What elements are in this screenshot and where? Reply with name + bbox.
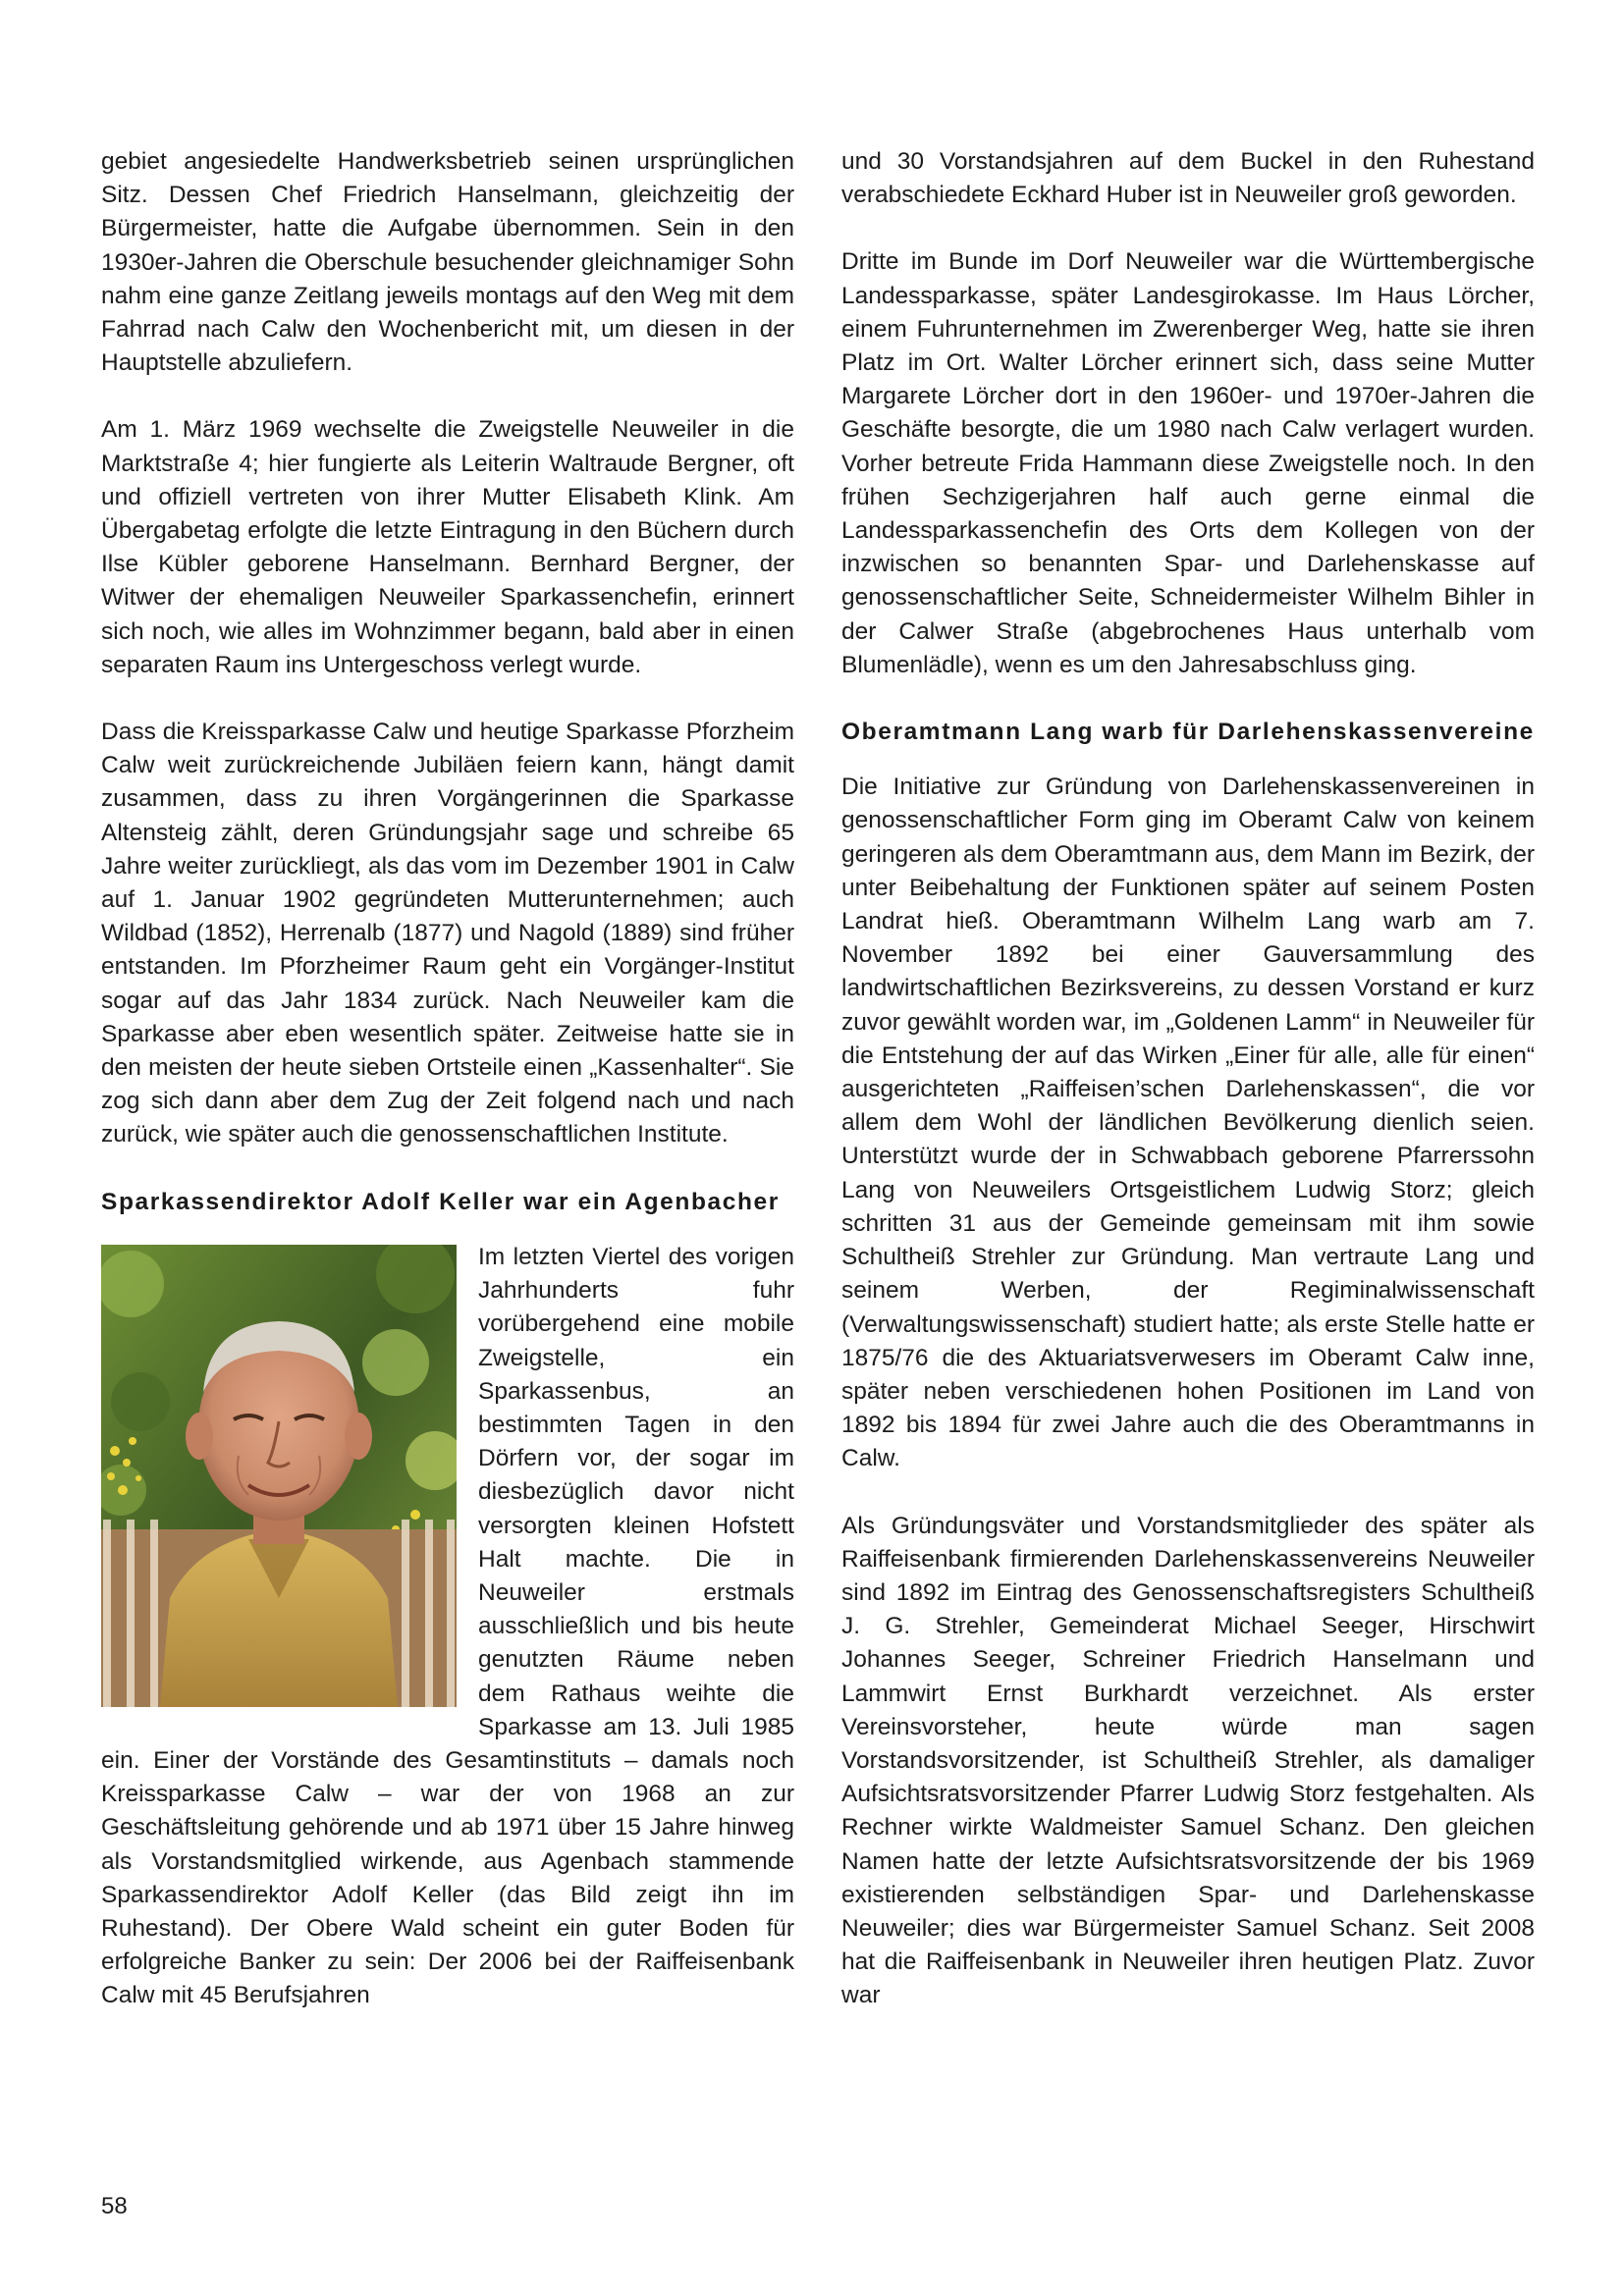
left-paragraph-4: Im letzten Viertel des vorigen Jahrhunderts fuhr vorübergehend eine mobile Zweigstelle, ein Sparkassenbus, an bestimmten Tagen in den Dörfern vor, der sogar im diesbezüglich davor nicht versorgten kleinen Hofstett Halt machte. Die in Neuweiler erstmals ausschließlich und bis heute genutzten Räume neben dem Rathaus weihte die Sparkasse am 13. Juli 1985 ein. Einer der Vorstände des Gesamtinstituts – damals noch Kreissparkasse Calw – war der von 1968 an zur Geschäftsleitung gehörende und ab 1971 über 15 Jahre hinweg als Vorstandsmitglied wirkende, aus Agenbach stammende Sparkassendirektor Adolf Keller (das Bild zeigt ihn im Ruhestand). Der Obere Wald scheint ein guter Boden für erfolgreiche Banker zu sein: Der 2006 bei der Raiffeisenbank Calw mit 45 Berufsjahren xyxy=(101,1243,794,2009)
left-column xyxy=(101,145,794,2013)
portrait-image xyxy=(101,1245,457,1707)
right-paragraph-4: Als Gründungsväter und Vorstandsmitglieder des später als Raiffeisenbank firmierenden Darlehenskassenvereins Neuweiler sind 1892 im Eintrag des Genossenschaftsregisters Schultheiß J. G. Strehler, Gemeinderat Michael Seeger, Hirschwirt Johannes Seeger, Schreiner Friedrich Hanselmann und Lammwirt Ernst Burkhardt verzeichnet. Als erster Vereinsvorsteher, heute würde man sagen Vorstandsvorsitzender, ist Schultheiß Strehler, als damaliger Aufsichtsratsvorsitzender Pfarrer Ludwig Storz festgehalten. Als Rechner wirkte Waldmeister Samuel Schanz. Den gleichen Namen hatte der letzte Aufsichtsratsvorsitzende der bis 1969 existierenden selbständigen Spar- und Darlehenskasse Neuweiler; dies war Bürgermeister Samuel Schanz. Seit 2008 hat die Raiffeisenbank in Neuweiler ihren heutigen Platz. Zuvor war xyxy=(841,1512,1535,2009)
right-paragraph-2: Dritte im Bunde im Dorf Neuweiler war die Württembergische Landessparkasse, später Landesgirokasse. Im Haus Lörcher, einem Fuhrunternehmen im Zwerenberger Weg, hatte sie ihren Platz im Ort. Walter Lörcher erinnert sich, dass seine Mutter Margarete Lörcher dort in den 1960er- und 1970er-Jahren die Geschäfte besorgte, die um 1980 nach Calw verlagert wurden. Vorher betreute Frida Hammann diese Zweigstelle noch. In den frühen Sechzigerjahren half auch gerne einmal die Landessparkassenchefin des Orts dem Kollegen von der inzwischen so benannten Spar- und Darlehenskasse auf genossenschaftlicher Seite, Schneidermeister Wilhelm Bihler in der Calwer Straße (abgebrochenes Haus unterhalb vom Blumenlädle), wenn es um den Jahresabschluss ging. xyxy=(841,248,1535,678)
left-paragraph-1: gebiet angesiedelte Handwerksbetrieb seinen ursprünglichen Sitz. Dessen Chef Friedrich Hanselmann, gleichzeitig der Bürgermeister, hatte die Aufgabe übernommen. Sein in den 1930er-Jahren die Oberschule besuchender gleichnamiger Sohn nahm eine ganze Zeitlang jeweils montags auf den Weg mit dem Fahrrad nach Calw den Wochenbericht mit, um diesen in der Hauptstelle abzuliefern. xyxy=(101,148,794,377)
right-paragraph-3: Die Initiative zur Gründung von Darlehenskassenvereinen in genossenschaftlicher Form ging im Oberamt Calw von keinem geringeren als dem Oberamtmann aus, dem Mann im Bezirk, der unter Beibehaltung der Funktionen später auf seinem Posten Landrat hieß. Oberamtmann Wilhelm Lang warb am 7. November 1892 bei einer Gauversammlung des landwirtschaftlichen Bezirksvereins, zu dessen Vorstand er kurz zuvor gewählt worden war, im „Goldenen Lamm“ in Neuweiler für die Entstehung der auf das Wirken „Einer für alle, alle für einen“ ausgerichteten „Raiffeisen’schen Darlehenskassen“, die vor allem dem Wohl der ländlichen Bevölkerung dienlich seien. Unterstützt wurde der in Schwabbach geborene Pfarrerssohn Lang von Neuweilers Ortsgeistlichem Ludwig Storz; gleich schritten 31 aus der Gemeinde gemeinsam mit ihm sowie Schultheiß Strehler zur Gründung. Man vertraute Lang und seinem Werben, der Regiminalwissenschaft (Verwaltungswissenschaft) studiert hatte; als erste Stelle hatte er 1875/76 die des Aktuariatsverwesers im Oberamt Calw inne, später neben verschiedenen hohen Positionen im Land von 1892 bis 1894 für zwei Jahre auch die des Oberamtmanns in Calw. xyxy=(841,774,1535,1472)
page-number: 58 xyxy=(101,2193,128,2219)
left-paragraph-2: Am 1. März 1969 wechselte die Zweigstelle Neuweiler in die Marktstraße 4; hier fungierte als Leiterin Waltraude Bergner, oft und offiziell vertreten von ihrer Mutter Elisabeth Klink. Am Übergabetag erfolgte die letzte Eintragung in den Büchern durch Ilse Kübler geborene Hanselmann. Bernhard Bergner, der Witwer der ehemaligen Neuweiler Sparkassenchefin, erinnert sich noch, wie alles im Wohnzimmer begann, bald aber in einen separaten Raum ins Untergeschoss verlegt wurde. xyxy=(101,416,794,678)
section-heading-keller: Sparkassendirektor Adolf Keller war ein Agenbacher xyxy=(101,1188,780,1215)
left-paragraph-3: Dass die Kreissparkasse Calw und heutige Sparkasse Pforzheim Calw weit zurückreichende Jubiläen feiern kann, hängt damit zusammen, dass zu ihren Vorgängerinnen die Sparkasse Altensteig zählt, deren Gründungsjahr sage und schreibe 65 Jahre weiter zurückliegt, als das vom im Dezember 1901 in Calw auf 1. Januar 1902 gegründeten Mutterunternehmen; auch Wildbad (1852), Herrenalb (1877) und Nagold (1889) sind früher entstanden. Im Pforzheimer Raum geht ein Vorgänger-Institut sogar auf das Jahr 1834 zurück. Nach Neuweiler kam die Sparkasse aber eben wesentlich später. Zeitweise hatte sie in den meisten der heute sieben Ortsteile einen „Kassenhalter“. Sie zog sich dann aber dem Zug der Zeit folgend nach und nach zurück, wie später auch die genossenschaftlichen Institute. xyxy=(101,719,794,1148)
text-with-photo xyxy=(101,1241,794,2013)
right-column xyxy=(841,145,1535,2013)
right-paragraph-1: und 30 Vorstandsjahren auf dem Buckel in den Ruhestand verabschiedete Eckhard Huber ist in Neuweiler groß geworden. xyxy=(841,148,1535,209)
section-heading-lang: Oberamtmann Lang warb für Darlehenskassenvereine xyxy=(841,719,1535,746)
portrait-photo xyxy=(101,1245,457,1707)
